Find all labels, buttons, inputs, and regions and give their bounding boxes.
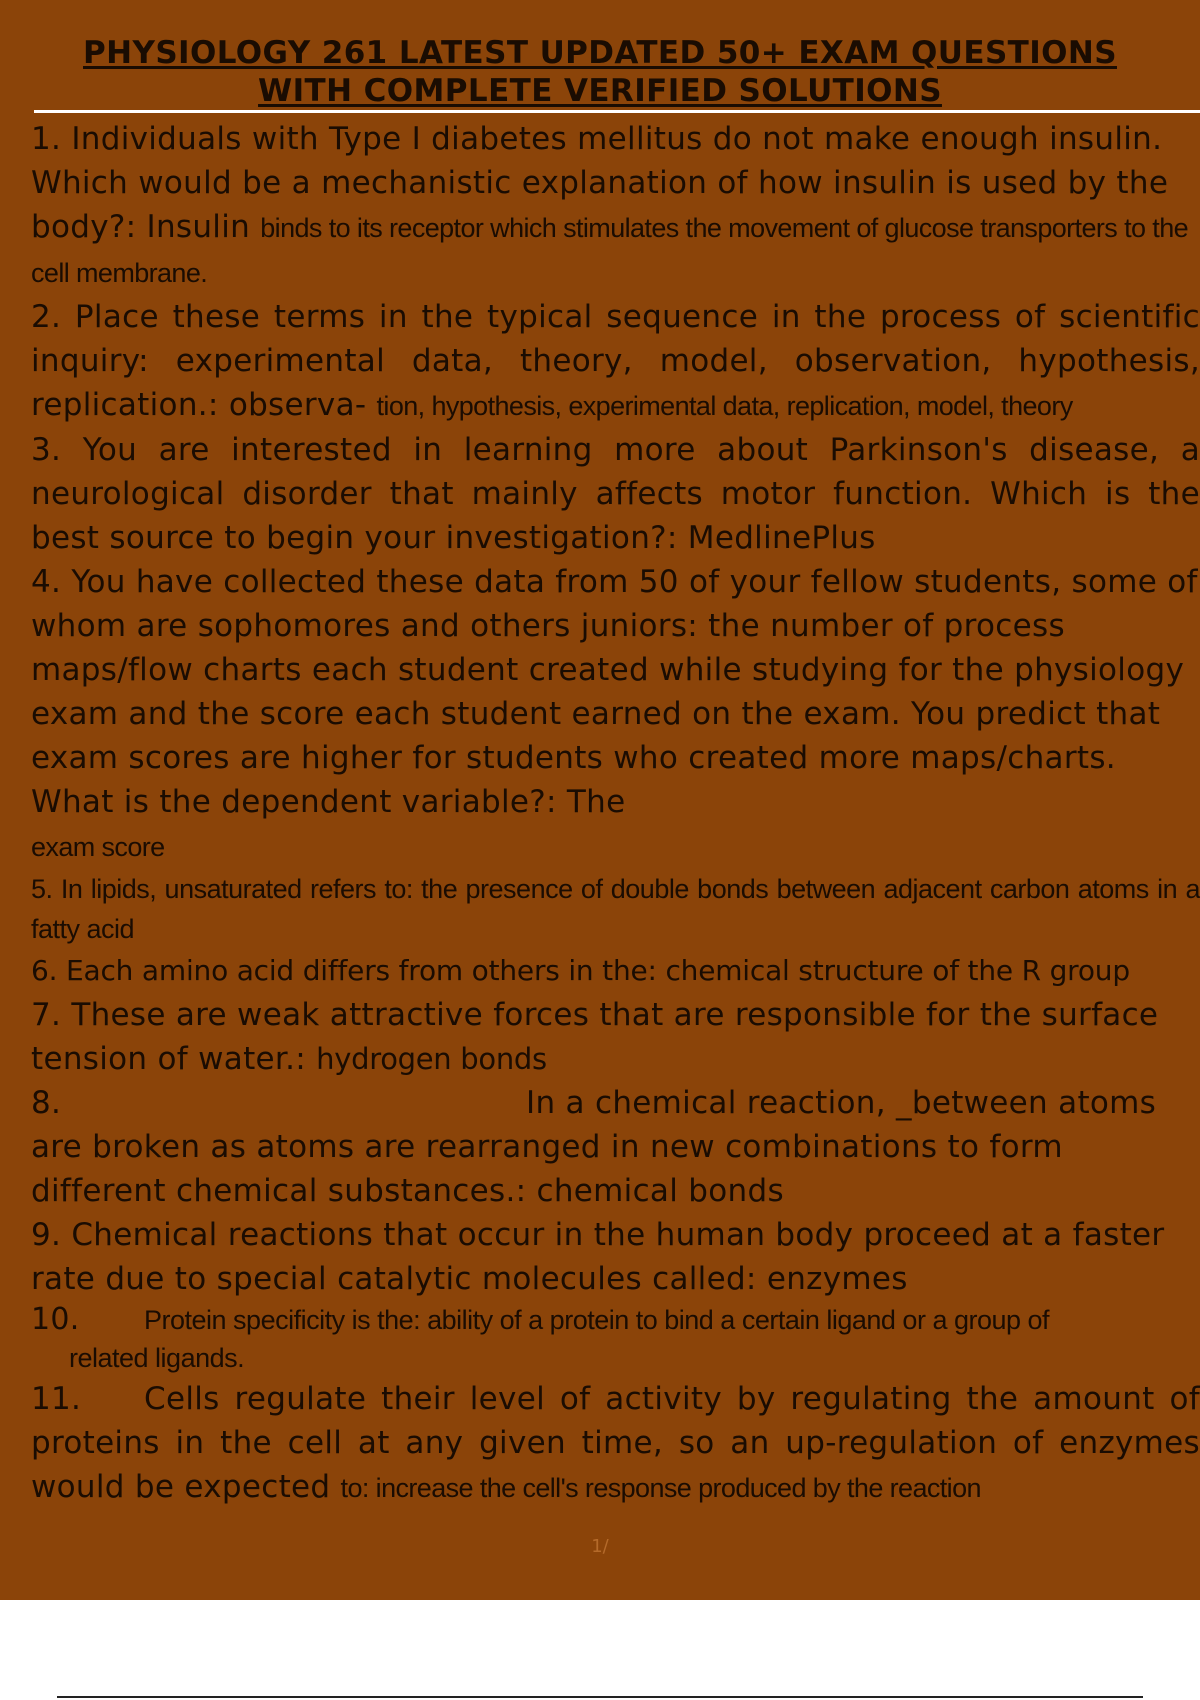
question-4: 4. You have collected these data from 50 of your fellow students, some of whom are sophomores and others juniors: the number of process maps/flow charts each student created while studying for the physiology exam and the score each student earned on the exam. You predict that exam scores are higher for students who created more maps/charts. What is the dependent variable?: The exam score — [31, 564, 1198, 862]
title-divider — [34, 110, 1200, 113]
title-line-1: PHYSIOLOGY 261 LATEST UPDATED 50+ EXAM QUESTIONS — [83, 35, 1117, 71]
page-number: 1/ — [591, 1536, 609, 1557]
question-1: 1. Individuals with Type I diabetes mellitus do not make enough insulin. Which would be a mechanistic explanation of how insulin is used by the body?: Insulin binds to its receptor which stimulates the movement of glucose transporters to the cell membrane. — [31, 121, 1189, 288]
question-11: 11. Cells regulate their level of activity by regulating the amount of proteins in the cell at any given time, so an up-regulation of enzymes would be expected to: increase the cell's response produced by the reaction — [31, 1381, 1200, 1505]
question-6: 6. Each amino acid differs from others in the: chemical structure of the R group — [31, 954, 1130, 987]
page-separator — [57, 1696, 1143, 1698]
question-7: 7. These are weak attractive forces that are responsible for the surface tension of water.: hydrogen bonds — [31, 997, 1159, 1077]
document-title — [0, 0, 1200, 110]
question-list — [31, 117, 1200, 1510]
question-10: 10. Protein specificity is the: ability of a protein to bind a certain ligand or a group of related ligands. — [31, 1302, 1050, 1373]
question-8: 8. In a chemical reaction, _between atoms are broken as atoms are rearranged in new combinations to form different chemical substances.: chemical bonds — [31, 1085, 1157, 1209]
question-2: 2. Place these terms in the typical sequence in the process of scientific inquiry: experimental data, theory, model, observation, hypothesis, replication.: observa- tion, hypothesis, experimental data, replication, model, theory — [31, 299, 1200, 423]
question-9: 9. Chemical reactions that occur in the human body proceed at a faster rate due to special catalytic molecules called: enzymes — [31, 1217, 1165, 1297]
question-5: 5. In lipids, unsaturated refers to: the presence of double bonds between adjacent carbon atoms in a fatty acid — [31, 874, 1200, 944]
question-3: 3. You are interested in learning more about Parkinson's disease, a neurological disorder that mainly affects motor function. Which is the best source to begin your investigation?: MedlinePlus — [31, 432, 1200, 556]
title-line-2: WITH COMPLETE VERIFIED SOLUTIONS — [258, 73, 942, 109]
